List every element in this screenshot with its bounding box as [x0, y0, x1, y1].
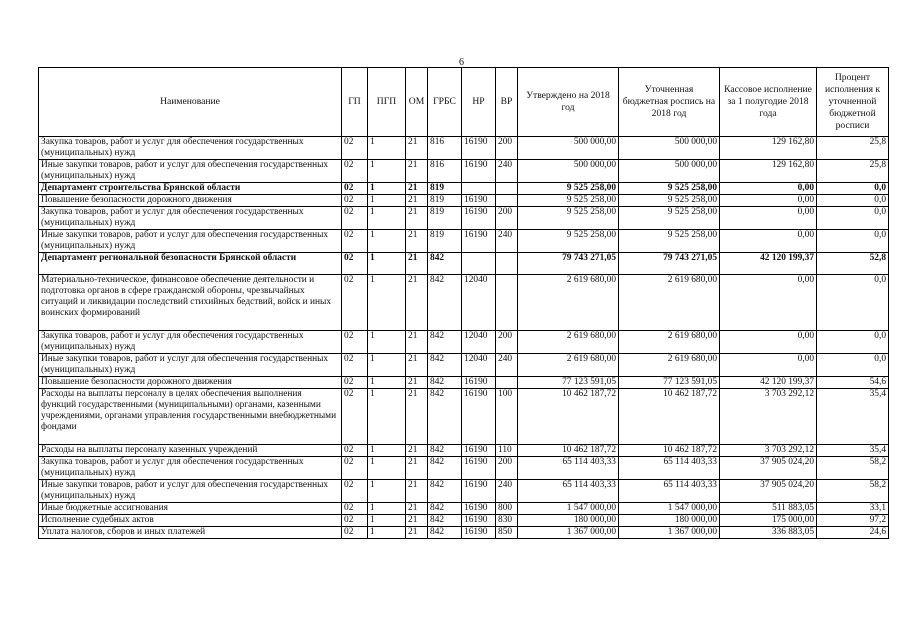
- cell-nr: 16190: [462, 515, 496, 527]
- cell-nr: 16190: [462, 457, 496, 480]
- cell-pgp: 1: [368, 183, 406, 195]
- cell-nr: 16190: [462, 137, 496, 160]
- cell-grbs: 842: [428, 377, 462, 389]
- col-header-revised: Уточненная бюджетная роспись на 2018 год: [619, 68, 720, 137]
- cell-revised: 10 462 187,72: [619, 389, 720, 445]
- cell-om: 21: [406, 445, 428, 457]
- budget-table: [38, 67, 889, 539]
- cell-om: 21: [406, 160, 428, 183]
- cell-cash: 0,00: [720, 195, 817, 207]
- cell-grbs: 842: [428, 275, 462, 331]
- cell-approved: 1 547 000,00: [518, 503, 619, 515]
- cell-gp: 02: [342, 253, 368, 275]
- page-number: 6: [459, 57, 464, 68]
- cell-revised: 9 525 258,00: [619, 195, 720, 207]
- cell-nr: 12040: [462, 331, 496, 354]
- cell-om: 21: [406, 503, 428, 515]
- cell-revised: 2 619 680,00: [619, 275, 720, 331]
- cell-name: Закупка товаров, работ и услуг для обеспечения государственных (муниципальных) нужд: [39, 331, 342, 354]
- cell-name: Закупка товаров, работ и услуг для обеспечения государственных (муниципальных) нужд: [39, 137, 342, 160]
- cell-pgp: 1: [368, 331, 406, 354]
- col-header-vr: ВР: [496, 68, 518, 137]
- cell-approved: 10 462 187,72: [518, 445, 619, 457]
- cell-cash: 511 883,05: [720, 503, 817, 515]
- cell-percent: 0,0: [817, 354, 889, 377]
- col-header-name: Наименование: [39, 68, 342, 137]
- cell-nr: 16190: [462, 527, 496, 539]
- cell-percent: 0,0: [817, 275, 889, 331]
- cell-cash: 42 120 199,37: [720, 253, 817, 275]
- cell-vr: [496, 377, 518, 389]
- cell-name: Иные закупки товаров, работ и услуг для обеспечения государственных (муниципальных) нужд: [39, 480, 342, 503]
- cell-grbs: 842: [428, 354, 462, 377]
- cell-cash: 0,00: [720, 230, 817, 253]
- cell-grbs: 842: [428, 480, 462, 503]
- col-header-approved: Утверждено на 2018 год: [518, 68, 619, 137]
- cell-vr: 850: [496, 527, 518, 539]
- cell-vr: [496, 275, 518, 331]
- cell-pgp: 1: [368, 377, 406, 389]
- cell-revised: 77 123 591,05: [619, 377, 720, 389]
- cell-percent: 0,0: [817, 195, 889, 207]
- cell-om: 21: [406, 331, 428, 354]
- cell-approved: 9 525 258,00: [518, 207, 619, 230]
- table-row: [39, 377, 889, 389]
- cell-om: 21: [406, 354, 428, 377]
- cell-cash: 3 703 292,12: [720, 445, 817, 457]
- cell-name: Повышение безопасности дорожного движения: [39, 377, 342, 389]
- cell-revised: 180 000,00: [619, 515, 720, 527]
- cell-approved: 65 114 403,33: [518, 480, 619, 503]
- cell-revised: 1 367 000,00: [619, 527, 720, 539]
- cell-name: Иные закупки товаров, работ и услуг для обеспечения государственных (муниципальных) нужд: [39, 160, 342, 183]
- cell-percent: 35,4: [817, 389, 889, 445]
- cell-cash: 42 120 199,37: [720, 377, 817, 389]
- cell-percent: 24,6: [817, 527, 889, 539]
- cell-name: Уплата налогов, сборов и иных платежей: [39, 527, 342, 539]
- cell-nr: 16190: [462, 377, 496, 389]
- cell-vr: 200: [496, 207, 518, 230]
- col-header-grbs: ГРБС: [428, 68, 462, 137]
- cell-cash: 0,00: [720, 275, 817, 331]
- cell-percent: 0,0: [817, 207, 889, 230]
- cell-gp: 02: [342, 389, 368, 445]
- cell-vr: 110: [496, 445, 518, 457]
- cell-pgp: 1: [368, 515, 406, 527]
- cell-grbs: 819: [428, 183, 462, 195]
- cell-om: 21: [406, 137, 428, 160]
- cell-revised: 79 743 271,05: [619, 253, 720, 275]
- cell-revised: 500 000,00: [619, 137, 720, 160]
- cell-cash: 3 703 292,12: [720, 389, 817, 445]
- cell-om: 21: [406, 275, 428, 331]
- cell-revised: 9 525 258,00: [619, 183, 720, 195]
- cell-gp: 02: [342, 527, 368, 539]
- cell-nr: 16190: [462, 503, 496, 515]
- cell-grbs: 842: [428, 389, 462, 445]
- cell-om: 21: [406, 230, 428, 253]
- cell-gp: 02: [342, 275, 368, 331]
- cell-percent: 33,1: [817, 503, 889, 515]
- cell-om: 21: [406, 527, 428, 539]
- table-row: [39, 480, 889, 503]
- cell-percent: 58,2: [817, 457, 889, 480]
- cell-approved: 9 525 258,00: [518, 230, 619, 253]
- cell-name: Материально-техническое, финансовое обеспечение деятельности и подготовка органов в сфере гражданской обороны, чрезвычайных ситуаций и ликвидации последствий стихийных бедствий, войск и иных воинских формирований: [39, 275, 342, 331]
- col-header-pgp: ПГП: [368, 68, 406, 137]
- cell-vr: 800: [496, 503, 518, 515]
- cell-vr: 240: [496, 354, 518, 377]
- cell-vr: [496, 253, 518, 275]
- cell-vr: 240: [496, 480, 518, 503]
- cell-pgp: 1: [368, 195, 406, 207]
- cell-nr: 16190: [462, 389, 496, 445]
- cell-vr: 200: [496, 331, 518, 354]
- cell-cash: 0,00: [720, 354, 817, 377]
- cell-grbs: 842: [428, 253, 462, 275]
- table-row: [39, 230, 889, 253]
- cell-percent: 35,4: [817, 445, 889, 457]
- cell-revised: 10 462 187,72: [619, 445, 720, 457]
- cell-cash: 129 162,80: [720, 160, 817, 183]
- cell-revised: 2 619 680,00: [619, 331, 720, 354]
- cell-revised: 1 547 000,00: [619, 503, 720, 515]
- cell-name: Расходы на выплаты персоналу казенных учреждений: [39, 445, 342, 457]
- cell-vr: 830: [496, 515, 518, 527]
- cell-approved: 2 619 680,00: [518, 354, 619, 377]
- cell-gp: 02: [342, 160, 368, 183]
- cell-percent: 25,8: [817, 137, 889, 160]
- cell-gp: 02: [342, 195, 368, 207]
- cell-pgp: 1: [368, 503, 406, 515]
- cell-percent: 25,8: [817, 160, 889, 183]
- cell-gp: 02: [342, 331, 368, 354]
- cell-name: Расходы на выплаты персоналу в целях обеспечения выполнения функций государственными (муниципальными) органами, казенными учреждениями, органами управления государственными внебюджетными фондами: [39, 389, 342, 445]
- cell-gp: 02: [342, 480, 368, 503]
- table-row: [39, 275, 889, 331]
- cell-grbs: 816: [428, 137, 462, 160]
- cell-revised: 65 114 403,33: [619, 457, 720, 480]
- cell-pgp: 1: [368, 207, 406, 230]
- table-row: [39, 137, 889, 160]
- cell-name: Исполнение судебных актов: [39, 515, 342, 527]
- cell-name: Департамент региональной безопасности Брянской области: [39, 253, 342, 275]
- cell-om: 21: [406, 207, 428, 230]
- table-row: [39, 515, 889, 527]
- cell-om: 21: [406, 195, 428, 207]
- cell-gp: 02: [342, 515, 368, 527]
- cell-nr: 16190: [462, 445, 496, 457]
- cell-om: 21: [406, 515, 428, 527]
- cell-percent: 58,2: [817, 480, 889, 503]
- cell-name: Повышение безопасности дорожного движения: [39, 195, 342, 207]
- cell-revised: 2 619 680,00: [619, 354, 720, 377]
- cell-approved: 180 000,00: [518, 515, 619, 527]
- table-row: [39, 527, 889, 539]
- col-header-percent: Процент исполнения к уточненной бюджетной росписи: [817, 68, 889, 137]
- cell-om: 21: [406, 389, 428, 445]
- cell-nr: 12040: [462, 275, 496, 331]
- cell-cash: 0,00: [720, 331, 817, 354]
- table-row: [39, 195, 889, 207]
- col-header-om: ОМ: [406, 68, 428, 137]
- cell-nr: 16190: [462, 207, 496, 230]
- cell-cash: 129 162,80: [720, 137, 817, 160]
- cell-grbs: 816: [428, 160, 462, 183]
- cell-gp: 02: [342, 207, 368, 230]
- cell-approved: 79 743 271,05: [518, 253, 619, 275]
- cell-name: Департамент строительства Брянской области: [39, 183, 342, 195]
- cell-nr: 16190: [462, 195, 496, 207]
- cell-om: 21: [406, 480, 428, 503]
- cell-cash: 175 000,00: [720, 515, 817, 527]
- col-header-cash: Кассовое исполнение за 1 полугодие 2018 года: [720, 68, 817, 137]
- cell-cash: 0,00: [720, 207, 817, 230]
- table-body: [39, 137, 889, 539]
- cell-percent: 97,2: [817, 515, 889, 527]
- cell-nr: [462, 253, 496, 275]
- cell-percent: 0,0: [817, 183, 889, 195]
- cell-grbs: 842: [428, 331, 462, 354]
- cell-vr: [496, 183, 518, 195]
- cell-pgp: 1: [368, 389, 406, 445]
- cell-approved: 65 114 403,33: [518, 457, 619, 480]
- cell-grbs: 842: [428, 503, 462, 515]
- cell-nr: 16190: [462, 160, 496, 183]
- cell-approved: 10 462 187,72: [518, 389, 619, 445]
- cell-pgp: 1: [368, 445, 406, 457]
- cell-name: Закупка товаров, работ и услуг для обеспечения государственных (муниципальных) нужд: [39, 207, 342, 230]
- cell-grbs: 819: [428, 230, 462, 253]
- cell-percent: 54,6: [817, 377, 889, 389]
- table-row: [39, 457, 889, 480]
- cell-revised: 9 525 258,00: [619, 230, 720, 253]
- cell-grbs: 842: [428, 445, 462, 457]
- col-header-gp: ГП: [342, 68, 368, 137]
- cell-percent: 0,0: [817, 230, 889, 253]
- cell-gp: 02: [342, 377, 368, 389]
- table-row: [39, 207, 889, 230]
- cell-vr: 200: [496, 137, 518, 160]
- cell-om: 21: [406, 183, 428, 195]
- cell-approved: 9 525 258,00: [518, 183, 619, 195]
- cell-gp: 02: [342, 445, 368, 457]
- cell-om: 21: [406, 377, 428, 389]
- cell-gp: 02: [342, 230, 368, 253]
- cell-name: Закупка товаров, работ и услуг для обеспечения государственных (муниципальных) нужд: [39, 457, 342, 480]
- cell-nr: 16190: [462, 230, 496, 253]
- cell-nr: [462, 183, 496, 195]
- cell-percent: 52,8: [817, 253, 889, 275]
- cell-vr: 240: [496, 160, 518, 183]
- cell-gp: 02: [342, 137, 368, 160]
- table-row: [39, 331, 889, 354]
- cell-nr: 12040: [462, 354, 496, 377]
- table-row: [39, 389, 889, 445]
- cell-gp: 02: [342, 183, 368, 195]
- cell-percent: 0,0: [817, 331, 889, 354]
- table-row: [39, 354, 889, 377]
- cell-pgp: 1: [368, 253, 406, 275]
- cell-vr: 100: [496, 389, 518, 445]
- cell-pgp: 1: [368, 457, 406, 480]
- cell-pgp: 1: [368, 354, 406, 377]
- table-row: [39, 160, 889, 183]
- cell-nr: 16190: [462, 480, 496, 503]
- cell-cash: 0,00: [720, 183, 817, 195]
- cell-grbs: 842: [428, 527, 462, 539]
- cell-name: Иные закупки товаров, работ и услуг для обеспечения государственных (муниципальных) нужд: [39, 354, 342, 377]
- cell-gp: 02: [342, 354, 368, 377]
- cell-grbs: 819: [428, 207, 462, 230]
- cell-om: 21: [406, 457, 428, 480]
- cell-revised: 65 114 403,33: [619, 480, 720, 503]
- cell-gp: 02: [342, 503, 368, 515]
- cell-name: Иные закупки товаров, работ и услуг для обеспечения государственных (муниципальных) нужд: [39, 230, 342, 253]
- cell-revised: 9 525 258,00: [619, 207, 720, 230]
- cell-pgp: 1: [368, 480, 406, 503]
- cell-revised: 500 000,00: [619, 160, 720, 183]
- cell-gp: 02: [342, 457, 368, 480]
- table-row: [39, 253, 889, 275]
- table-header: [39, 68, 889, 137]
- cell-name: Иные бюджетные ассигнования: [39, 503, 342, 515]
- cell-approved: 2 619 680,00: [518, 275, 619, 331]
- cell-approved: 9 525 258,00: [518, 195, 619, 207]
- cell-approved: 500 000,00: [518, 160, 619, 183]
- cell-approved: 2 619 680,00: [518, 331, 619, 354]
- cell-vr: 240: [496, 230, 518, 253]
- cell-grbs: 842: [428, 515, 462, 527]
- col-header-nr: НР: [462, 68, 496, 137]
- cell-pgp: 1: [368, 137, 406, 160]
- table-row: [39, 445, 889, 457]
- cell-cash: 37 905 024,20: [720, 480, 817, 503]
- cell-cash: 336 883,05: [720, 527, 817, 539]
- cell-grbs: 842: [428, 457, 462, 480]
- cell-pgp: 1: [368, 160, 406, 183]
- cell-approved: 77 123 591,05: [518, 377, 619, 389]
- cell-grbs: 819: [428, 195, 462, 207]
- cell-cash: 37 905 024,20: [720, 457, 817, 480]
- cell-approved: 1 367 000,00: [518, 527, 619, 539]
- cell-pgp: 1: [368, 230, 406, 253]
- cell-om: 21: [406, 253, 428, 275]
- cell-vr: 200: [496, 457, 518, 480]
- cell-pgp: 1: [368, 275, 406, 331]
- cell-pgp: 1: [368, 527, 406, 539]
- table-row: [39, 183, 889, 195]
- cell-approved: 500 000,00: [518, 137, 619, 160]
- cell-vr: [496, 195, 518, 207]
- table-row: [39, 503, 889, 515]
